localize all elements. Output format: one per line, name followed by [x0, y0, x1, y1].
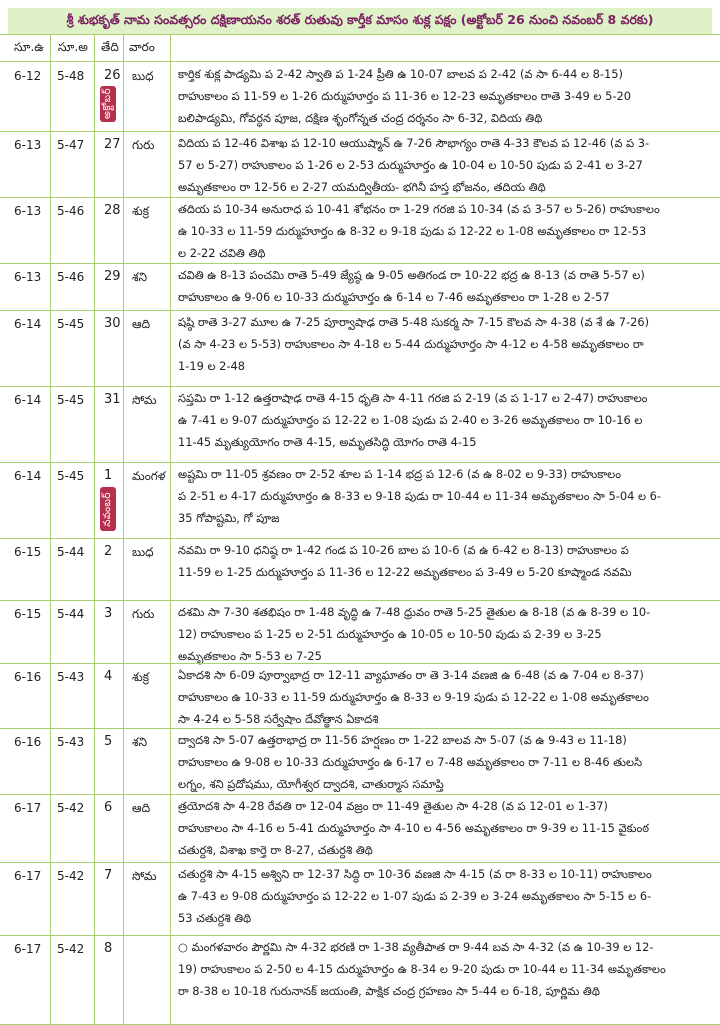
month-tag-november: నవంబర్ [100, 487, 116, 531]
sunset-cell: 5-42 [57, 869, 85, 883]
sunrise-cell: 6-17 [14, 869, 42, 883]
detail-line: రాహుకాలం ఉ 10-33 ల 11-59 దుర్ముహూర్తం ఉ 8-33 ల 9-19 పుడు ప 12-22 ల 1-08 అమృతకాలం [178, 690, 649, 705]
detail-line: ఉ 10-33 ల 11-59 దుర్ముహూర్తం ఉ 8-32 ల 9-18 పుడు ప 12-22 ల 1-08 అమృతకాలం రా 12-53 [178, 224, 647, 239]
detail-line: అమృతకాలం సా 5-53 ల 7-25 [178, 649, 322, 664]
detail-line: త్రయోదశి సా 4-28 రేవతి రా 12-04 వజ్రం రా 11-49 తైతుల సా 4-28 (వ ప 12-01 ల 1-37) [178, 799, 608, 813]
row-details [178, 729, 712, 796]
detail-line: షష్ఠి రాతె 3-27 మూల ఉ 7-25 పూర్వాషాఢ రాతె 5-48 సుకర్మ సా 7-15 కౌలవ సా 4-38 (వ శే ఉ 7-26) [178, 315, 650, 329]
weekday-cell: బుధ [132, 69, 154, 83]
sunset-cell: 5-43 [57, 735, 85, 749]
weekday-cell: శుక్ర [132, 670, 150, 684]
detail-line: 57 ల 5-27) రాహుకాలం ప 1-26 ల 2-53 దుర్ముహూర్తం ఉ 10-04 ల 10-50 పుడు ప 2-41 ల 3-27 [178, 158, 643, 173]
header-sunset: సూ.అ [58, 40, 88, 54]
detail-line: 19) రాహుకాలం ప 2-50 ల 4-15 దుర్ముహూర్తం ఉ 8-34 ల 9-20 పుడు రా 10-44 ల 11-34 అమృతకాలం [178, 962, 666, 977]
detail-line: ద్వాదశి సా 5-07 ఉత్తరాభాద్ర రా 11-56 హర్షణం రా 1-22 బాలవ సా 5-07 (వ ఉ 9-43 ల 11-18) [178, 733, 627, 747]
detail-line: ఏకాదశి సా 6-09 పూర్వాభాద్ర రా 12-11 వ్యాఘాతం రా తె 3-14 వణజి ఉ 6-48 (వ ఉ 7-04 ల 8-37) [178, 668, 644, 682]
detail-line: నవమి రా 9-10 ధనిష్ఠ రా 1-42 గండ ప 10-26 బాల ప 10-6 (వ ఉ 6-42 ల 8-13) రాహుకాలం ప [178, 543, 629, 557]
sunrise-cell: 6-17 [14, 942, 42, 956]
row-details [178, 63, 712, 130]
detail-line: 1-19 ల 2-48 [178, 359, 246, 374]
date-cell: 26 [104, 68, 121, 83]
row-details [178, 795, 712, 862]
weekday-cell: గురు [132, 607, 155, 621]
month-tag-october: అక్టోబర్ [100, 86, 116, 122]
date-cell: 2 [104, 544, 113, 559]
row-details [178, 664, 712, 731]
sunrise-cell: 6-16 [14, 670, 42, 684]
row-details [178, 863, 712, 930]
weekday-cell: గురు [132, 138, 155, 152]
row-details [178, 936, 712, 1003]
column-divider [170, 34, 171, 1024]
detail-line: (వ సా 4-23 ల 5-53) రాహుకాలం సా 4-18 ల 5-44 దుర్ముహూర్తం సా 4-12 ల 4-58 అమృతకాలం రా [178, 337, 644, 352]
detail-line: అష్టమి రా 11-05 శ్రవణం రా 2-52 శూల ప 1-14 భద్ర ప 12-6 (వ ఉ 8-02 ల 9-33) రాహుకాలం [178, 467, 622, 481]
detail-line: చవితి ఉ 8-13 పంచమి రాతె 5-49 జ్యేష్ఠ ఉ 9-05 అతిగండ రా 10-22 భద్ర ఉ 8-13 (వ రాతె 5-57 ల) [178, 268, 645, 282]
weekday-cell: మంగళ [132, 469, 166, 483]
header-sunrise: సూ.ఉ [14, 40, 44, 54]
page-title: శ్రీ శుభకృత్ నామ సంవత్సరం దక్షిణాయనం శరత్ రుతువు కార్తీక మాసం శుక్ల పక్షం (అక్టోబర్ 26 నుంచి నవంబర్ 8 వరకు) [8, 8, 712, 34]
sunrise-cell: 6-14 [14, 317, 42, 331]
sunrise-cell: 6-17 [14, 801, 42, 815]
table-rule [0, 34, 720, 35]
sunset-cell: 5-44 [57, 607, 85, 621]
sunrise-cell: 6-13 [14, 138, 42, 152]
column-divider [94, 34, 95, 1024]
date-cell: 28 [104, 203, 121, 218]
sunrise-cell: 6-16 [14, 735, 42, 749]
sunrise-cell: 6-15 [14, 607, 42, 621]
date-cell: 5 [104, 734, 113, 749]
detail-line: ల 2-22 చవితి తిథి [178, 246, 266, 261]
header-weekday: వారం [129, 40, 155, 54]
weekday-cell: ఆది [132, 801, 151, 815]
row-details [178, 463, 712, 530]
sunrise-cell: 6-12 [14, 69, 42, 83]
sunset-cell: 5-45 [57, 469, 85, 483]
sunset-cell: 5-46 [57, 204, 85, 218]
detail-line: ○ మంగళవారం పౌర్ణమి సా 4-32 భరణి రా 1-38 వ్యతీపాత రా 9-44 బవ సా 4-32 (వ ఉ 10-39 ల 12- [178, 940, 654, 954]
detail-line: రాహుకాలం ఉ 9-06 ల 10-33 దుర్ముహూర్తం ఉ 6-14 ల 7-46 అమృతకాలం రా 1-28 ల 2-57 [178, 290, 610, 305]
detail-line: దశమి సా 7-30 శతభిషం రా 1-48 వృద్ధి ఉ 7-48 ధ్రువం రాతె 5-25 తైతుల ఉ 8-18 (వ ఉ 8-39 ల 10- [178, 605, 651, 619]
detail-line: 11-45 మృత్యుయోగం రాతె 4-15, అమృతసిద్ధి యోగం రాతె 4-15 [178, 435, 477, 450]
weekday-cell: సోమ [132, 393, 157, 407]
row-details [178, 601, 712, 668]
date-cell: 1 [104, 468, 113, 483]
sunrise-cell: 6-14 [14, 393, 42, 407]
sunset-cell: 5-44 [57, 545, 85, 559]
row-details [178, 198, 712, 265]
weekday-cell: ఆది [132, 317, 151, 331]
detail-line: ఉ 7-41 ల 9-07 దుర్ముహూర్తం ప 12-22 ల 1-08 పుడు ప 2-40 ల 3-26 అమృతకాలం రా 10-16 ల [178, 413, 643, 428]
date-cell: 29 [104, 269, 121, 284]
sunrise-cell: 6-13 [14, 270, 42, 284]
row-details [178, 311, 712, 378]
detail-line: రా 8-38 ల 10-18 గురునానక్ జయంతి, పాక్షిక చంద్ర గ్రహణం సా 5-44 ల 6-18, పూర్ణిమ తిథి [178, 984, 600, 999]
detail-line: సప్తమి రా 1-12 ఉత్తరాషాఢ రాతె 4-15 ధృతి సా 4-11 గరజి ప 2-19 (వ ప 1-17 ల 2-47) రాహుకాలం [178, 391, 648, 405]
detail-line: 12) రాహుకాలం ప 1-25 ల 2-51 దుర్ముహూర్తం ఉ 10-05 ల 10-50 పుడు ప 2-39 ల 3-25 [178, 627, 602, 642]
table-rule [0, 61, 720, 62]
column-divider [50, 34, 51, 1024]
detail-line: రాహుకాలం ప 11-59 ల 1-26 దుర్ముహూర్తం ప 11-36 ల 12-23 అమృతకాలం రాతె 3-49 ల 5-20 [178, 89, 631, 104]
sunrise-cell: 6-14 [14, 469, 42, 483]
date-cell: 6 [104, 800, 113, 815]
detail-line: 11-59 ల 1-25 దుర్ముహూర్తం ప 11-36 ల 12-22 అమృతకాలం ప 3-49 ల 5-20 కూష్మాండ నవమి [178, 565, 632, 580]
detail-line: 53 చతుర్దశి తిథి [178, 911, 252, 926]
date-cell: 7 [104, 868, 113, 883]
date-cell: 30 [104, 316, 121, 331]
detail-line: రాహుకాలం సా 4-16 ల 5-41 దుర్ముహూర్తం సా 4-10 ల 4-56 అమృతకాలం రా 9-39 ల 11-15 వైకుంఠ [178, 821, 650, 836]
detail-line: సా 4-24 ల 5-58 సర్వేషాం దేవోత్థాన ఏకాదశి [178, 712, 379, 727]
sunset-cell: 5-45 [57, 317, 85, 331]
row-details [178, 387, 712, 454]
detail-line: కార్తిక శుక్ల పాడ్యమి ప 2-42 స్వాతి ప 1-24 ప్రీతి ఉ 10-07 బాలవ ప 2-42 (వ సా 6-44 ల 8-15) [178, 67, 623, 81]
detail-line: ఉ 7-43 ల 9-08 దుర్ముహూర్తం ప 12-22 ల 1-07 పుడు ప 2-39 ల 3-24 అమృతకాలం సా 5-15 ల 6- [178, 889, 652, 904]
row-details [178, 539, 712, 583]
weekday-cell: బుధ [132, 545, 154, 559]
detail-line: చతుర్దశి, విశాఖ కార్తె రా 8-27, చతుర్దశి తిథి [178, 843, 373, 858]
row-details [178, 264, 712, 308]
detail-line: రాహుకాలం ఉ 9-08 ల 10-33 దుర్ముహూర్తం ఉ 6-17 ల 7-48 అమృతకాలం రా 7-11 ల 8-46 తులసి [178, 755, 643, 770]
detail-line: తదియ ప 10-34 అనురాధ ప 10-41 శోభనం రా 1-29 గరజి ప 10-34 (వ ప 3-57 ల 5-26) రాహుకాలం [178, 202, 660, 216]
sunset-cell: 5-42 [57, 942, 85, 956]
sunset-cell: 5-48 [57, 69, 85, 83]
sunrise-cell: 6-15 [14, 545, 42, 559]
detail-line: విదియ ప 12-46 విశాఖ ప 12-10 ఆయుష్మాన్ ఉ 7-26 సౌభాగ్యం రాతె 4-33 కౌలవ ప 12-46 (వ ప 3- [178, 136, 650, 150]
column-divider [123, 34, 124, 1024]
date-cell: 3 [104, 606, 113, 621]
weekday-cell: శుక్ర [132, 204, 150, 218]
sunset-cell: 5-42 [57, 801, 85, 815]
sunset-cell: 5-43 [57, 670, 85, 684]
weekday-cell: సోమ [132, 869, 157, 883]
header-date: తేది [101, 40, 119, 54]
detail-line: బలిపాడ్యమి, గోవర్ధన పూజ, దక్షిణ శృంగోన్నత చంద్ర దర్శనం సా 6-32, విదియ తిథి [178, 111, 543, 126]
detail-line: లగ్నం, శని ప్రదోషము, యోగీశ్వర ద్వాదశి, చాతుర్మాస సమాప్తి [178, 777, 444, 792]
sunset-cell: 5-45 [57, 393, 85, 407]
weekday-cell: శని [132, 270, 148, 284]
sunset-cell: 5-47 [57, 138, 85, 152]
detail-line: ప 2-51 ల 4-17 దుర్ముహూర్తం ఉ 8-33 ల 9-18 పుడు రా 10-44 ల 11-34 అమృతకాలం సా 5-04 ల 6- [178, 489, 662, 504]
weekday-cell: శని [132, 735, 148, 749]
date-cell: 4 [104, 669, 113, 684]
detail-line: చతుర్దశి సా 4-15 అశ్విని రా 12-37 సిద్ధి రా 10-36 వణజి సా 4-15 (వ రా 8-33 ల 10-11) రాహుకాలం [178, 867, 652, 881]
date-cell: 8 [104, 941, 113, 956]
row-details [178, 132, 712, 199]
detail-line: 35 గోపాష్టమి, గో పూజ [178, 511, 280, 526]
sunrise-cell: 6-13 [14, 204, 42, 218]
date-cell: 31 [104, 392, 121, 407]
sunset-cell: 5-46 [57, 270, 85, 284]
date-cell: 27 [104, 137, 121, 152]
detail-line: అమృతకాలం రా 12-56 ల 2-27 యమద్వితీయ- భగినీ హస్త భోజనం, తదియ తిథి [178, 180, 546, 195]
